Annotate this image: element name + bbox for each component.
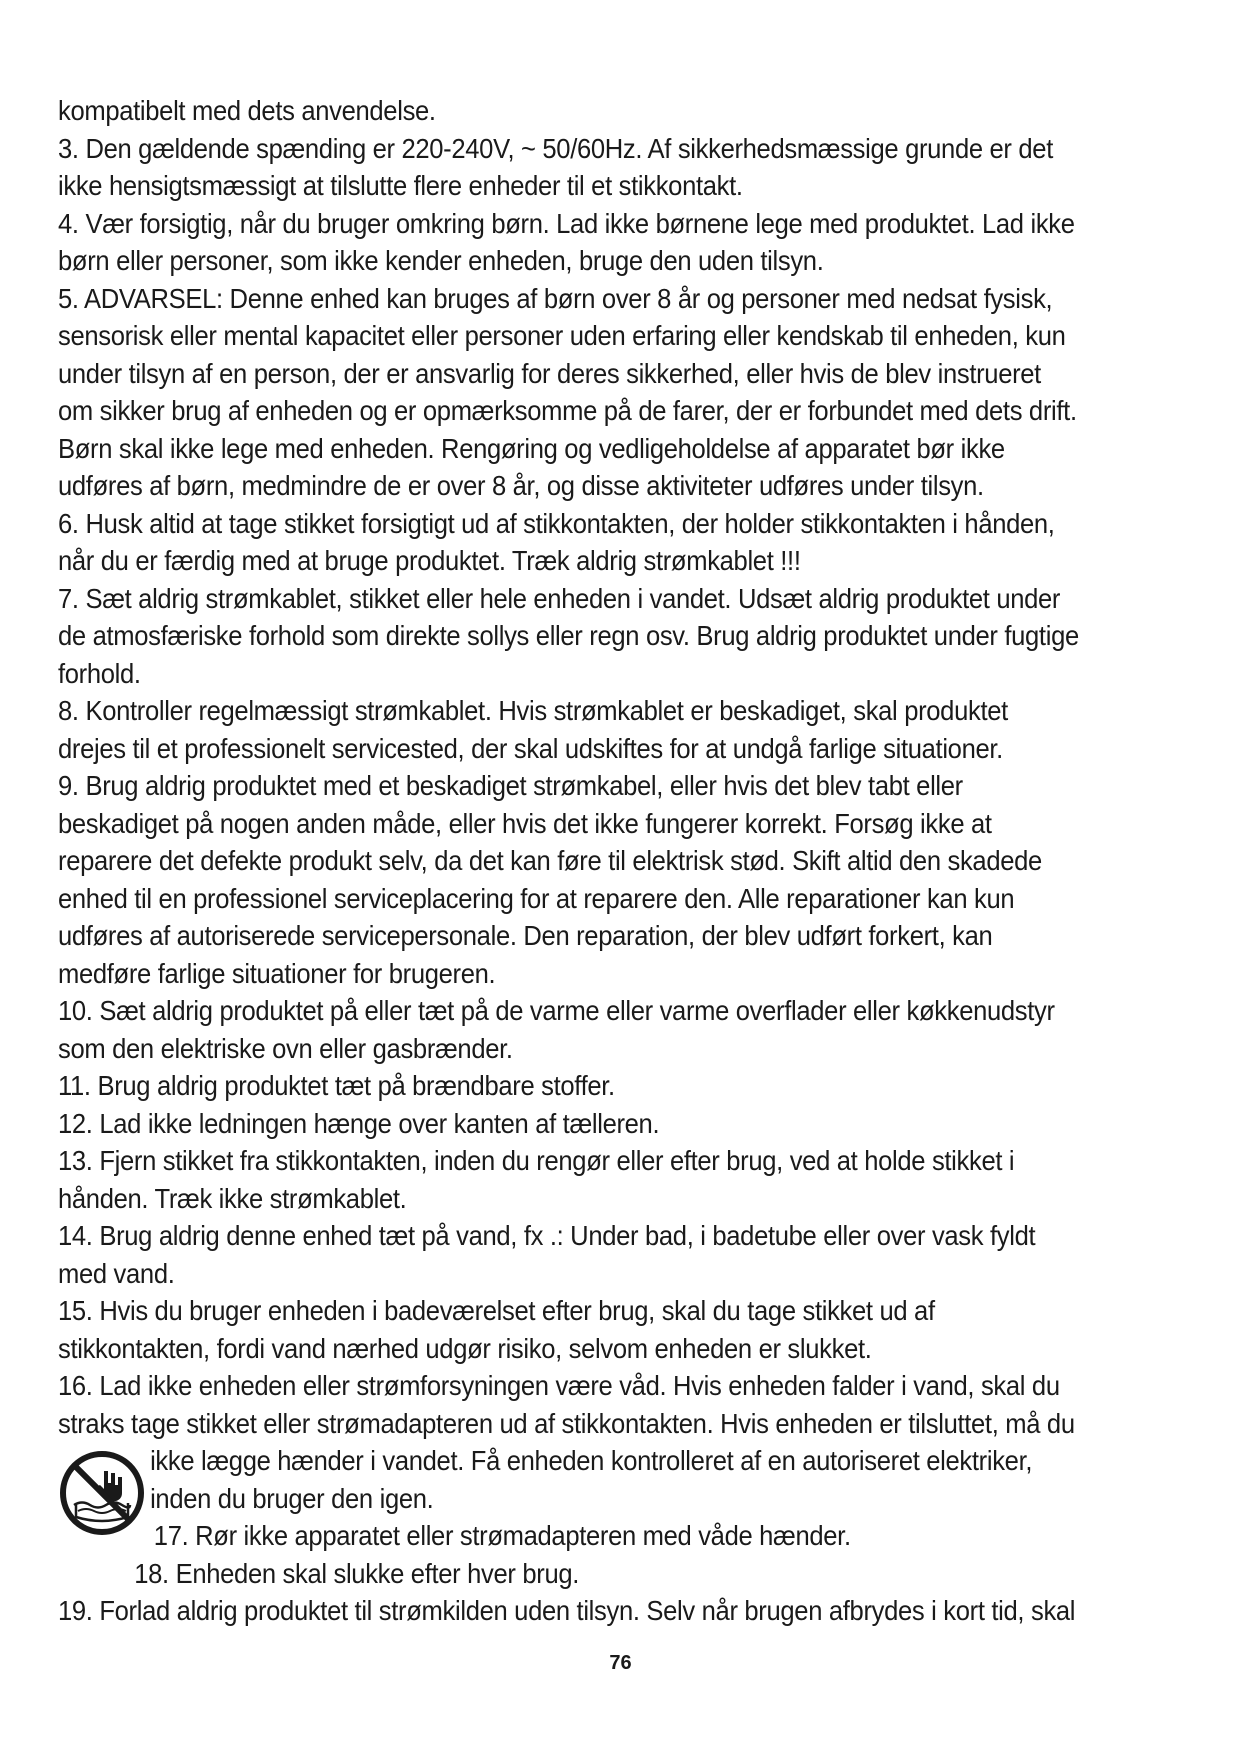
text-line: inden du bruger den igen. (150, 1482, 434, 1514)
text-line: kompatibelt med dets anvendelse. (58, 95, 436, 126)
manual-page-text (58, 92, 1188, 1630)
no-water-hands-icon (58, 1449, 146, 1537)
text-line: reparere det defekte produkt selv, da det kan føre til elektrisk stød. Skift altid den skadede (58, 845, 1042, 876)
text-line: hånden. Træk ikke strømkablet. (58, 1182, 407, 1214)
text-line: ikke lægge hænder i vandet. Få enheden kontrolleret af en autoriseret elektriker, (150, 1445, 1033, 1476)
text-line: 5. ADVARSEL: Denne enhed kan bruges af børn over 8 år og personer med nedsat fysisk, (58, 282, 1053, 314)
text-line: 14. Brug aldrig denne enhed tæt på vand, fx .: Under bad, i badetube eller over vask fyldt (58, 1220, 1036, 1251)
text-line: forhold. (58, 657, 141, 689)
text-line: 3. Den gældende spænding er 220-240V, ~ 50/60Hz. Af sikkerhedsmæssige grunde er det (58, 132, 1053, 164)
text-line: stikkontakten, fordi vand nærhed udgør risiko, selvom enheden er slukket. (58, 1332, 872, 1364)
text-line: 12. Lad ikke ledningen hænge over kanten af tælleren. (58, 1107, 660, 1139)
text-line: drejes til et professionelt servicested, der skal udskiftes for at undgå farlige situationer. (58, 732, 1003, 764)
text-line: børn eller personer, som ikke kender enheden, bruge den uden tilsyn. (58, 245, 824, 276)
text-line: udføres af autoriserede servicepersonale. Den reparation, der blev udført forkert, kan (58, 920, 993, 951)
text-line: 7. Sæt aldrig strømkablet, stikket eller hele enheden i vandet. Udsæt aldrig produktet under (58, 582, 1061, 614)
text-line: medføre farlige situationer for brugeren. (58, 957, 496, 989)
text-line: når du er færdig med at bruge produktet. Træk aldrig strømkablet !!! (58, 545, 801, 576)
text-line: som den elektriske ovn eller gasbrænder. (58, 1032, 513, 1064)
page-number: 76 (609, 1652, 632, 1674)
text-line: 16. Lad ikke enheden eller strømforsyningen være våd. Hvis enheden falder i vand, skal du (58, 1370, 1060, 1401)
text-line: 18. Enheden skal slukke efter hver brug. (134, 1557, 580, 1589)
text-line: 15. Hvis du bruger enheden i badeværelset efter brug, skal du tage stikket ud af (58, 1295, 935, 1326)
text-line: ikke hensigtsmæssigt at tilslutte flere enheder til et stikkontakt. (58, 170, 743, 201)
text-line: 11. Brug aldrig produktet tæt på brændbare stoffer. (58, 1070, 615, 1101)
text-line: 19. Forlad aldrig produktet til strømkilden uden tilsyn. Selv når brugen afbrydes i kort tid, skal (58, 1595, 1076, 1626)
text-line: Børn skal ikke lege med enheden. Rengøring og vedligeholdelse af apparatet bør ikke (58, 432, 1005, 464)
text-line: 4. Vær forsigtig, når du bruger omkring børn. Lad ikke børnene lege med produktet. Lad ikke (58, 207, 1075, 239)
text-line: med vand. (58, 1257, 175, 1289)
text-line: under tilsyn af en person, der er ansvarlig for deres sikkerhed, eller hvis de blev instrueret (58, 357, 1041, 389)
text-line: 9. Brug aldrig produktet med et beskadiget strømkabel, eller hvis det blev tabt eller (58, 770, 963, 801)
text-line: 17. Rør ikke apparatet eller strømadapteren med våde hænder. (153, 1520, 851, 1551)
text-line: 10. Sæt aldrig produktet på eller tæt på de varme eller varme overflader eller køkkenudstyr (58, 995, 1055, 1026)
text-line: de atmosfæriske forhold som direkte sollys eller regn osv. Brug aldrig produktet under fugtige (58, 620, 1079, 651)
text-line: straks tage stikket eller strømadapteren ud af stikkontakten. Hvis enheden er tilsluttet, må du (58, 1407, 1075, 1439)
text-line: beskadiget på nogen anden måde, eller hvis det ikke fungerer korrekt. Forsøg ikke at (58, 807, 992, 839)
text-line: 6. Husk altid at tage stikket forsigtigt ud af stikkontakten, der holder stikkontakten i hånden, (58, 507, 1055, 539)
text-line: enhed til en professionel serviceplacering for at reparere den. Alle reparationer kan kun (58, 882, 1015, 914)
text-line: sensorisk eller mental kapacitet eller personer uden erfaring eller kendskab til enheden, kun (58, 320, 1066, 351)
text-line: om sikker brug af enheden og er opmærksomme på de farer, der er forbundet med dets drift. (58, 395, 1077, 426)
text-line: udføres af børn, medmindre de er over 8 år, og disse aktiviteter udføres under tilsyn. (58, 470, 984, 501)
text-line: 8. Kontroller regelmæssigt strømkablet. Hvis strømkablet er beskadiget, skal produktet (58, 695, 1008, 726)
text-line: 13. Fjern stikket fra stikkontakten, inden du rengør eller efter brug, ved at holde stikket i (58, 1145, 1015, 1176)
